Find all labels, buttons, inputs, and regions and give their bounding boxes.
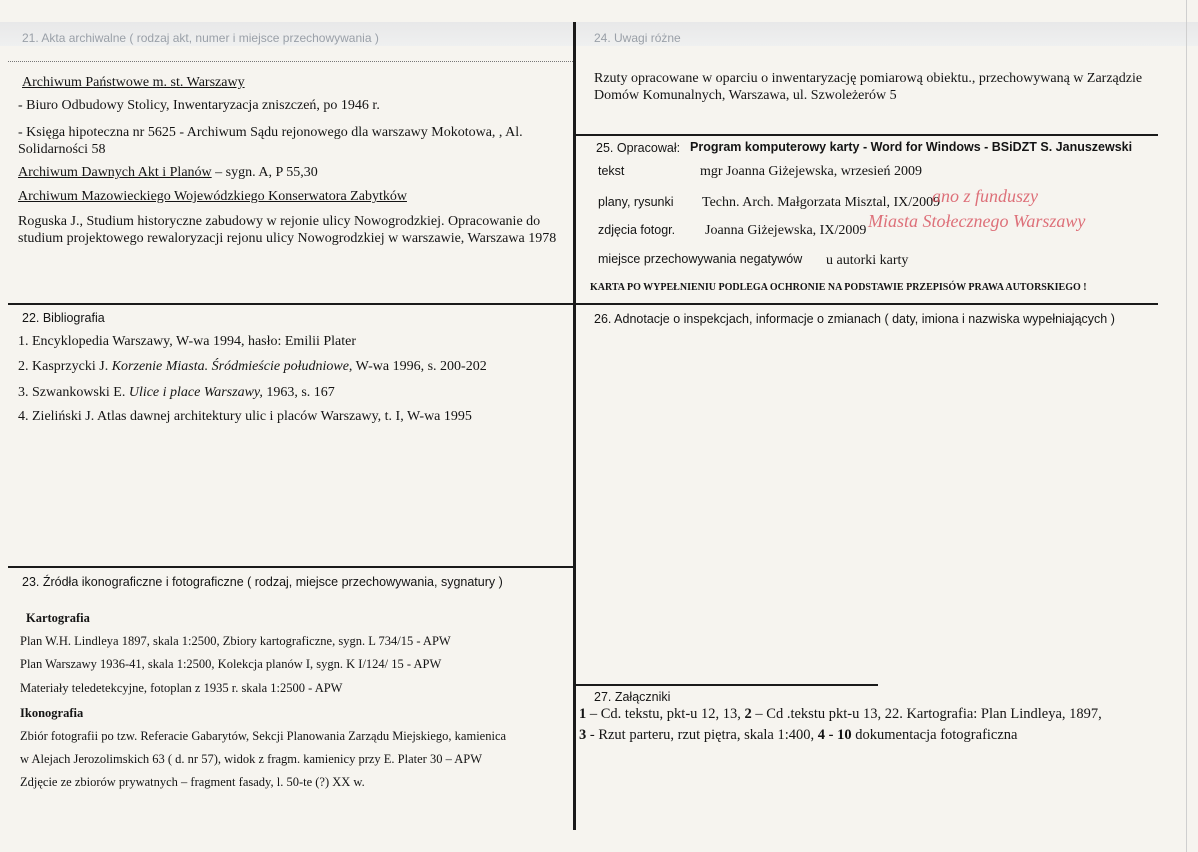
bibliography-author: 2. Kasprzycki J. — [18, 359, 112, 374]
attachment-number: 4 - 10 — [817, 727, 852, 743]
bibliography-text: 4. Zieliński J. Atlas dawnej architektury ulic i placów Warszawy, t. I, W-wa 1995 — [18, 409, 472, 424]
prep-row-label: tekst — [598, 164, 625, 178]
bibliography-text: 1. Encyklopedia Warszawy, W-wa 1994, hasło: Emilii Plater — [18, 334, 357, 349]
section-27-header: 27. Załączniki — [594, 690, 671, 704]
prepared-by-label: 25. Opracował: — [596, 141, 681, 155]
bibliography-title: Korzenie Miasta. Śródmieście południowe — [111, 359, 349, 374]
archive-name-mwkz: Archiwum Mazowieckiego Wojewódzkiego Konserwatora Zabytków — [18, 189, 407, 204]
prep-row-value: u autorki karty — [826, 253, 909, 268]
bibliography-item — [18, 333, 356, 350]
archive-name-adap: Archiwum Dawnych Akt i Planów — [18, 165, 212, 180]
archive-line-adap — [18, 164, 318, 181]
archive-line: Solidarności 58 — [18, 142, 106, 157]
archive-name-apw: Archiwum Państwowe m. st. Warszawy — [22, 75, 245, 90]
section-22-header: 22. Bibliografia — [22, 311, 105, 325]
archive-line: - Księga hipoteczna nr 5625 - Archiwum Sądu rejonowego dla warszawy Mokotowa, , Al. — [18, 125, 523, 140]
bibliography-title: Ulice i place Warszawy, — [128, 385, 263, 400]
software-title: Program komputerowy karty - Word for Windows - BSiDZT S. Januszewski — [690, 140, 1133, 154]
archive-line: studium projektowego rewaloryzacji rejonu ulicy Nowogrodzkiej w warszawie, Warszawa 1978 — [18, 231, 557, 246]
archive-line: Roguska J., Studium historyczne zabudowy w rejonie ulicy Nowogrodzkiej. Opracowanie do — [18, 214, 541, 229]
right-divider-3 — [576, 684, 878, 686]
attachment-text: – Cd .tekstu pkt-u 13, 22. Kartografia: Plan Lindleya, 1897, — [751, 706, 1102, 722]
right-edge-line — [1186, 0, 1187, 852]
prep-row-value: Techn. Arch. Małgorzata Misztal, IX/2009 — [702, 195, 941, 210]
funding-stamp-line-2: Miasta Stołecznego Warszawy — [868, 211, 1086, 231]
attachments-line-2 — [579, 727, 1018, 744]
kartografia-item: Plan W.H. Lindleya 1897, skala 1:2500, Zbiory kartograficzne, sygn. L 734/15 - APW — [20, 634, 451, 648]
attachment-number: 2 — [744, 706, 752, 722]
remarks-line: Domów Komunalnych, Warszawa, ul. Szwoleżerów 5 — [594, 88, 897, 103]
prep-row-value: mgr Joanna Giżejewska, wrzesień 2009 — [700, 164, 922, 179]
vertical-divider — [573, 22, 576, 830]
right-divider-2 — [576, 303, 1158, 305]
ikonografia-item: Zbiór fotografii po tzw. Referacie Gabarytów, Sekcji Planowania Zarządu Miejskiego, kamienica — [20, 729, 507, 743]
section-24-header: 24. Uwagi różne — [594, 31, 681, 45]
remarks-line: Rzuty opracowane w oparciu o inwentaryzację pomiarową obiektu., przechowywaną w Zarządzie — [594, 71, 1143, 86]
left-divider-1 — [8, 303, 573, 305]
attachment-number: 1 — [579, 706, 587, 722]
prep-row-value: Joanna Giżejewska, IX/2009 — [705, 223, 867, 238]
kartografia-item: Plan Warszawy 1936-41, skala 1:2500, Kolekcja planów I, sygn. K I/124/ 15 - APW — [20, 657, 442, 671]
ikonografia-item: w Alejach Jerozolimskich 63 ( d. nr 57), widok z fragm. kamienicy przy E. Plater 30 – APW — [20, 752, 483, 766]
prep-row-label: plany, rysunki — [598, 195, 674, 209]
copyright-notice: KARTA PO WYPEŁNIENIU PODLEGA OCHRONIE NA PODSTAWIE PRZEPISÓW PRAWA AUTORSKIEGO ! — [590, 282, 1087, 293]
bibliography-item — [18, 384, 335, 401]
bibliography-item — [18, 408, 472, 425]
kartografia-title: Kartografia — [26, 611, 90, 625]
attachment-number: 3 — [579, 727, 587, 743]
prep-row-label: miejsce przechowywania negatywów — [598, 252, 803, 266]
ikonografia-item: Zdjęcie ze zbiorów prywatnych – fragment fasady, l. 50-te (?) XX w. — [20, 775, 365, 789]
ikonografia-title: Ikonografia — [20, 706, 84, 720]
bibliography-details: 1963, s. 167 — [262, 385, 335, 400]
bibliography-item — [18, 358, 487, 375]
funding-stamp-line-1: anо z funduszy — [932, 186, 1039, 206]
archive-line: - Biuro Odbudowy Stolicy, Inwentaryzacja zniszczeń, po 1946 r. — [18, 98, 380, 113]
left-top-dotted-rule — [8, 61, 573, 62]
section-23-header: 23. Źródła ikonograficzne i fotograficzne ( rodzaj, miejsce przechowywania, sygnatury ) — [22, 575, 503, 589]
section-21-header: 21. Akta archiwalne ( rodzaj akt, numer i miejsce przechowywania ) — [22, 31, 379, 45]
attachment-text: dokumentacja fotograficzna — [851, 727, 1018, 743]
attachment-text: – Cd. tekstu, pkt-u 12, 13, — [586, 706, 745, 722]
attachments-line-1 — [579, 706, 1102, 723]
bibliography-author: 3. Szwankowski E. — [18, 385, 129, 400]
right-divider-1 — [576, 134, 1158, 136]
section-26-header: 26. Adnotacje o inspekcjach, informacje o zmianach ( daty, imiona i nazwiska wypełniających ) — [594, 312, 1115, 326]
attachment-text: - Rzut parteru, rzut piętra, skala 1:400, — [586, 727, 818, 743]
archive-signature: – sygn. A, P 55,30 — [211, 165, 318, 180]
kartografia-item: Materiały teledetekcyjne, fotoplan z 1935 r. skala 1:2500 - APW — [20, 681, 343, 695]
prep-row-label: zdjęcia fotogr. — [598, 223, 676, 237]
bibliography-details: , W-wa 1996, s. 200-202 — [348, 359, 487, 374]
left-divider-2 — [8, 566, 573, 568]
